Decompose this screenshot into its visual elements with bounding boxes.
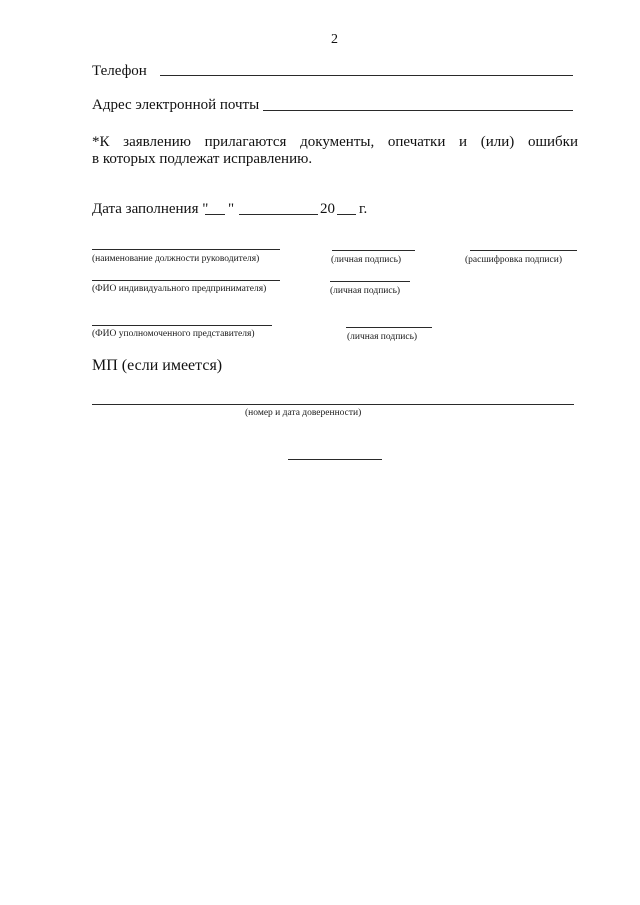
representative-name-field[interactable] xyxy=(92,325,272,326)
phone-label: Телефон xyxy=(92,63,147,79)
fill-date-row xyxy=(92,200,412,220)
entrepreneur-signature-caption: (личная подпись) xyxy=(330,286,401,296)
signature-decoding-caption: (расшифровка подписи) xyxy=(465,255,562,265)
closing-separator xyxy=(288,459,382,460)
phone-field[interactable] xyxy=(160,75,573,76)
date-month-field[interactable] xyxy=(239,214,318,215)
signature-decoding-field[interactable] xyxy=(470,250,577,251)
email-label: Адрес электронной почты xyxy=(92,97,260,113)
proxy-field[interactable] xyxy=(92,404,574,405)
date-quote-close: " xyxy=(228,201,235,217)
entrepreneur-signature-field[interactable] xyxy=(330,281,410,282)
attachment-note-line2: в которых подлежат исправлению. xyxy=(92,151,313,167)
date-year-prefix: 20 xyxy=(320,201,335,217)
entrepreneur-name-caption: (ФИО индивидуального предпринимателя) xyxy=(92,284,267,294)
representative-signature-field[interactable] xyxy=(346,327,432,328)
representative-signature-caption: (личная подпись) xyxy=(347,332,418,342)
email-field[interactable] xyxy=(263,110,573,111)
representative-name-caption: (ФИО уполномоченного представителя) xyxy=(92,329,255,339)
date-day-field[interactable] xyxy=(205,214,225,215)
stamp-label: МП (если имеется) xyxy=(92,357,223,374)
date-year-suffix: г. xyxy=(359,201,368,217)
date-year-field[interactable] xyxy=(337,214,356,215)
proxy-caption: (номер и дата доверенности) xyxy=(245,408,362,418)
attachment-note-line1: *К заявлению прилагаются документы, опечатки и (или) ошибки xyxy=(92,134,578,150)
date-label: Дата заполнения " xyxy=(92,201,209,217)
head-signature-field[interactable] xyxy=(332,250,415,251)
head-position-field[interactable] xyxy=(92,249,280,250)
entrepreneur-name-field[interactable] xyxy=(92,280,280,281)
page-number: 2 xyxy=(331,32,338,47)
head-signature-caption: (личная подпись) xyxy=(331,255,402,265)
head-position-caption: (наименование должности руководителя) xyxy=(92,254,260,264)
